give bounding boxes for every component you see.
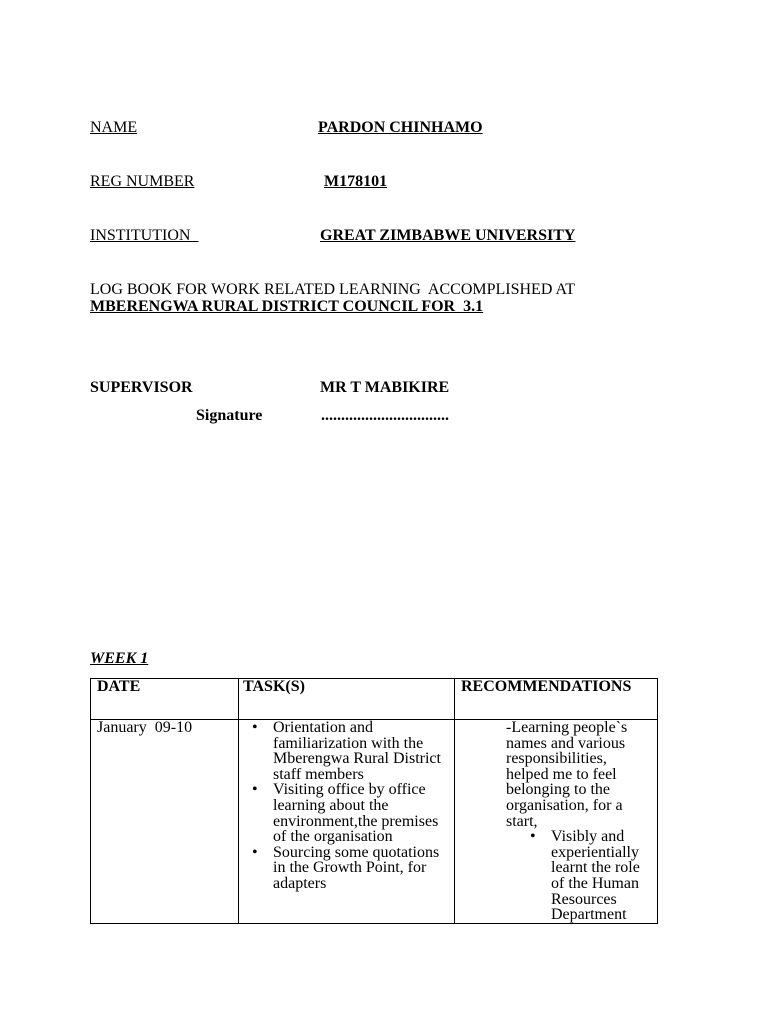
header-tasks: TASK(S) xyxy=(243,678,305,695)
name-value: PARDON CHINHAMO xyxy=(318,119,483,136)
logbook-table xyxy=(90,678,658,924)
reg-number-value: M178101 xyxy=(324,173,388,190)
header-tasks-cell xyxy=(239,679,455,720)
header-date: DATE xyxy=(97,678,141,695)
task-item: • Orientation and familiarization with the Mberengwa Rural District staff members xyxy=(273,720,450,782)
table-header-row xyxy=(91,679,658,720)
week-title: WEEK 1 xyxy=(90,650,149,667)
date-cell xyxy=(91,720,239,924)
header-recommendations: RECOMMENDATIONS xyxy=(461,678,632,695)
name-label: NAME xyxy=(90,119,138,136)
logbook-title-line2: MBERENGWA RURAL DISTRICT COUNCIL FOR 3.1 xyxy=(90,298,484,315)
logbook-title-line1: LOG BOOK FOR WORK RELATED LEARNING ACCOMPLISHED AT xyxy=(90,281,576,298)
recommendation-item: • Visibly and experientially learnt the role of the Human Resources Department xyxy=(551,829,653,923)
row-date: January 09-10 xyxy=(97,719,193,736)
header-date-cell xyxy=(91,679,239,720)
task-item: • Sourcing some quotations in the Growth Point, for adapters xyxy=(273,845,450,892)
signature-line: ................................ xyxy=(321,407,449,424)
table-row xyxy=(91,720,658,924)
task-item: • Visiting office by office learning about the environment,the premises of the organisation xyxy=(273,782,450,844)
institution-label: INSTITUTION xyxy=(90,227,191,244)
task-list xyxy=(239,720,454,892)
reg-number-label: REG NUMBER xyxy=(90,173,195,190)
header-recommendations-cell xyxy=(455,679,658,720)
signature-label: Signature xyxy=(196,407,263,424)
institution-value: GREAT ZIMBABWE UNIVERSITY xyxy=(320,227,576,244)
recommendation-list xyxy=(455,829,657,923)
supervisor-label: SUPERVISOR xyxy=(90,379,193,396)
recommendation-intro: -Learning people`s names and various responsibilities, helped me to feel belonging to the organisation, for a start, xyxy=(506,719,628,830)
tasks-cell xyxy=(239,720,455,924)
supervisor-value: MR T MABIKIRE xyxy=(320,379,450,396)
recommendations-cell xyxy=(455,720,658,924)
